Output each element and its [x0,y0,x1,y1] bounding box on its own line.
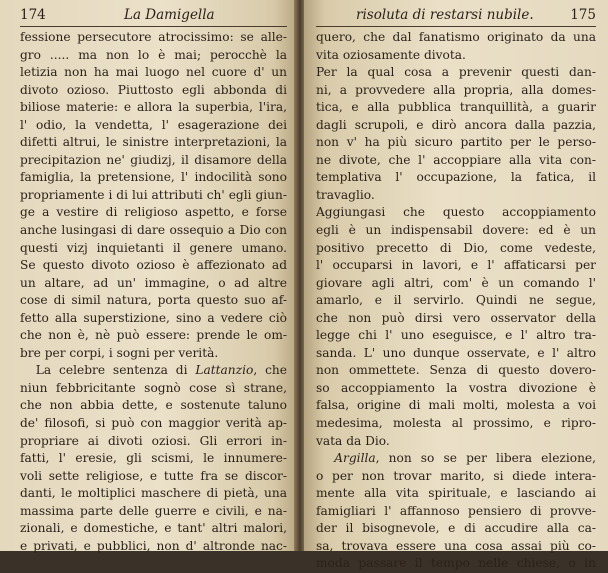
text-line: egli è un indispensabil dovere: ed è un [316,223,596,238]
text-line: cose di simil natura, porta questo suo af- [20,293,287,308]
left-page-header [20,4,287,26]
text-line: o per non trovar marito, si diede intera- [316,468,596,483]
text-line: non v' ha più sicuro partito per le perso- [316,135,596,150]
text-line: che non è, nè può essere: prende le om- [20,328,287,343]
left-page-body [20,29,287,555]
left-page [0,0,297,551]
text-line: voli sette religiose, e tutte fra se discor- [20,468,287,483]
text-line: questi vizj inquietanti il genere umano. [20,240,287,255]
text-line: amarlo, e il servirlo. Quindi ne segue, [316,293,596,308]
text-line: difetti altrui, le sinistre interpretazioni, la [20,135,287,150]
right-header-rule [316,26,596,27]
text-line: templativa l' occupazione, la fatica, il [316,170,596,185]
paragraph-end-line: travaglio. [316,187,375,202]
text-line: zionali, e domestiche, e tant' altri malori, [20,521,287,536]
text-line: sa, trovava essere una cosa assai più co- [316,538,596,553]
text-line: divoto ozioso. Piuttosto egli abbonda di [20,82,287,97]
text-line: biliose materie: e allora la superbia, l'ira, [20,100,287,115]
text-line: mente alla vita spirituale, e lasciando ai [316,486,596,501]
text-line: gro ..... ma non lo è mai; perocchè la [20,47,287,62]
text-line: precipitazion ne' giudizj, il disamore della [20,152,287,167]
text-line: anche lusingasi di dare ossequio a Dio con [20,223,287,238]
text-line-with-italic [20,362,287,380]
text-line: Se questo divoto ozioso è affezionato ad [20,258,287,273]
paragraph-end-line: vata da Dio. [316,433,390,448]
right-page-number: 175 [570,7,596,23]
text-line: sanda. L' uno dunque osservate, e l' altro [316,345,596,360]
text-line: e privati, e pubblici, non d' altronde nac- [20,538,287,553]
text-line: falsa, origine di mali molti, molesta a voi [316,398,596,413]
text-line: medesima, molesta al prossimo, e ripro- [316,416,596,431]
text-line: famigliari l' affannoso pensiero di provve- [316,503,596,518]
text-line: danti, le moltiplici maschere di pietà, una [20,486,287,501]
text-line-with-italic [316,450,596,468]
text-line: che non può dirsi vero osservator della [316,310,596,325]
text-line: non ommettete. Senza di questo dovero- [316,363,596,378]
italic-name-lattanzio: Lattanzio [195,363,254,378]
text-line: Aggiungasi che questo accoppiamento [316,205,596,220]
text-fragment [316,451,334,465]
text-line: niun febbricitante sognò cose sì strane, [20,380,287,395]
text-line: giovare agli altri, com' è un comando l' [316,275,596,290]
text-line: propriamente i di lui attributi ch' egli giun- [20,187,287,202]
text-line: l' occuparsi in lavori, e l' affaticarsi per [316,258,596,273]
text-line: positivo precetto di Dio, come vedeste, [316,240,596,255]
text-line: famiglia, la pretensione, l' indocilità sono [20,170,287,185]
text-line: Per la qual cosa a prevenir questi dan- [316,65,596,80]
text-line: ni, a provvedere alla propria, alla domes- [316,82,596,97]
text-line: de' filosofi, si può con maggior verità ap- [20,416,287,431]
text-line: che non abbia dette, e sostenute taluno [20,398,287,413]
text-line: ge a vestire di religioso aspetto, e forse [20,205,287,220]
text-line: propriare ai divoti oziosi. Gli errori in- [20,433,287,448]
right-page-header [316,4,596,26]
text-line: un altare, ad un' immagine, o ad altre [20,275,287,290]
text-line: l' odio, la vendetta, l' esagerazione dei [20,117,287,132]
text-fragment: , non so se per libera elezione, [375,451,596,466]
left-page-number: 174 [20,7,46,23]
text-line: massima parte delle guerre e civili, e na- [20,503,287,518]
text-fragment: La celebre sentenza di [20,363,196,378]
text-line: quero, che dal fanatismo originato da una [316,30,596,44]
text-line: ne divote, che l' accoppiare alla vita con- [316,152,596,167]
text-fragment: , che [253,363,287,378]
left-header-rule [20,26,287,27]
paragraph-end-line: vita oziosamente divota. [316,47,466,62]
right-page [304,0,608,571]
text-line: fessione persecutore atrocissimo: se alle- [20,30,287,44]
text-line: moda passare il tempo nelle chiese, o in [316,556,596,571]
text-line: dagli scrupoli, e dirò ancora dalla pazzia, [316,117,596,132]
text-line: so accoppiamento la vostra divozione è [316,380,596,395]
text-line: fatti, l' eresie, gli scismi, le innumere- [20,451,287,466]
text-line: legge chi l' uno eseguisce, e l' altro tra- [316,328,596,343]
text-line: tica, e alla pubblica tranquillità, a guarir [316,100,596,115]
text-line: der il bisognevole, e di accudire alla ca- [316,521,596,536]
right-page-body [316,29,596,573]
text-line: fetto alla superstizione, sino a vedere ciò [20,310,287,325]
right-running-head: risoluta di restarsi nubile. [356,7,534,23]
paragraph-end-line: bre per corpi, i sogni per verità. [20,345,219,360]
italic-name-argilla: Argilla [334,451,376,466]
text-line: letizia non ha mai luogo nel cuore d' un [20,65,287,80]
left-running-head: La Damigella [124,7,215,23]
